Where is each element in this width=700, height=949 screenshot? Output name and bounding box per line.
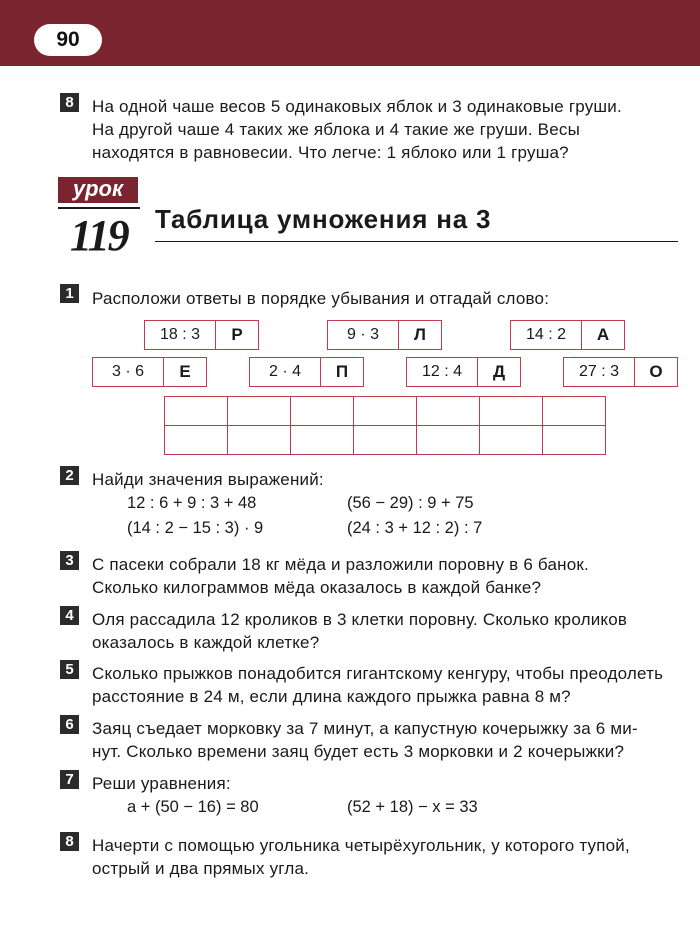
page-number: 90 xyxy=(34,24,102,56)
task-number: 4 xyxy=(60,606,79,625)
card-expression: 18 : 3 xyxy=(144,320,215,350)
task-text: Найди значения выражений: xyxy=(92,470,324,489)
text-line: Оля рассадила 12 кроликов в 3 клетки поровну. Сколько кроликов xyxy=(92,610,628,629)
card-letter: Л xyxy=(398,320,442,350)
card-letter: Е xyxy=(163,357,207,387)
card-letter: О xyxy=(634,357,678,387)
text-line: острый и два прямых угла. xyxy=(92,859,310,878)
task-number: 7 xyxy=(60,770,79,789)
task-text xyxy=(92,95,622,164)
grid-cell[interactable] xyxy=(165,397,228,426)
grid-cell[interactable] xyxy=(291,426,354,455)
task-number: 6 xyxy=(60,715,79,734)
text-line: На другой чаше 4 таких же яблока и 4 такие же груши. Весы xyxy=(92,120,580,139)
text-line: Сколько килограммов мёда оказалось в каждой банке? xyxy=(92,578,542,597)
text-line: нут. Сколько времени заяц будет есть 3 морковки и 2 кочерыжки? xyxy=(92,742,625,761)
task-text xyxy=(92,717,638,763)
card-expression: 9 · 3 xyxy=(327,320,398,350)
answer-grid xyxy=(164,396,606,455)
grid-cell[interactable] xyxy=(291,397,354,426)
card-letter: А xyxy=(581,320,625,350)
grid-cell[interactable] xyxy=(354,397,417,426)
task-text: Реши уравнения: xyxy=(92,774,231,793)
grid-cell[interactable] xyxy=(543,397,606,426)
card-expression: 3 · 6 xyxy=(92,357,163,387)
page-header-bar xyxy=(0,0,700,66)
task-number: 8 xyxy=(60,832,79,851)
card-letter: П xyxy=(320,357,364,387)
card-expression: 12 : 4 xyxy=(406,357,477,387)
text-line: Начерти с помощью угольника четырёхугольник, у которого тупой, xyxy=(92,836,630,855)
answer-card xyxy=(249,357,364,387)
grid-row xyxy=(165,426,606,455)
text-line: Заяц съедает морковку за 7 минут, а капустную кочерыжку за 6 ми- xyxy=(92,719,638,738)
text-line: оказалось в каждой клетке? xyxy=(92,633,320,652)
grid-row xyxy=(165,397,606,426)
grid-cell[interactable] xyxy=(417,426,480,455)
task-number: 5 xyxy=(60,660,79,679)
grid-cell[interactable] xyxy=(480,397,543,426)
lesson-title: Таблица умножения на 3 xyxy=(155,204,492,234)
equation: a + (50 − 16) = 80 xyxy=(127,798,259,816)
card-expression: 14 : 2 xyxy=(510,320,581,350)
task-text xyxy=(92,834,630,880)
answer-card xyxy=(563,357,678,387)
answer-card xyxy=(92,357,207,387)
task-text xyxy=(92,608,627,654)
grid-cell[interactable] xyxy=(165,426,228,455)
expression: (24 : 3 + 12 : 2) : 7 xyxy=(347,519,483,537)
card-expression: 2 · 4 xyxy=(249,357,320,387)
task-number: 3 xyxy=(60,551,79,570)
answer-card xyxy=(406,357,521,387)
card-letter: Д xyxy=(477,357,521,387)
expression: (56 − 29) : 9 + 75 xyxy=(347,494,474,512)
text-line: С пасеки собрали 18 кг мёда и разложили поровну в 6 банок. xyxy=(92,555,589,574)
expression: 12 : 6 + 9 : 3 + 48 xyxy=(127,494,257,512)
lesson-badge: урок xyxy=(58,177,138,203)
task-text xyxy=(92,553,589,599)
task-number: 8 xyxy=(60,93,79,112)
grid-cell[interactable] xyxy=(228,397,291,426)
task-number: 2 xyxy=(60,466,79,485)
task-text xyxy=(92,662,663,708)
answer-card xyxy=(327,320,442,350)
grid-cell[interactable] xyxy=(228,426,291,455)
equation: (52 + 18) − x = 33 xyxy=(347,798,478,816)
lesson-number: 119 xyxy=(70,211,128,260)
grid-cell[interactable] xyxy=(480,426,543,455)
text-line: Сколько прыжков понадобится гигантскому кенгуру, чтобы преодолеть xyxy=(92,664,664,683)
card-expression: 27 : 3 xyxy=(563,357,634,387)
task-number: 1 xyxy=(60,284,79,303)
grid-cell[interactable] xyxy=(543,426,606,455)
answer-card xyxy=(510,320,625,350)
lesson-divider xyxy=(58,207,140,209)
text-line: находятся в равновесии. Что легче: 1 яблоко или 1 груша? xyxy=(92,143,569,162)
grid-cell[interactable] xyxy=(417,397,480,426)
text-line: расстояние в 24 м, если длина каждого прыжка равна 8 м? xyxy=(92,687,571,706)
text-line: На одной чаше весов 5 одинаковых яблок и 3 одинаковые груши. xyxy=(92,97,622,116)
answer-card xyxy=(144,320,259,350)
task-text: Расположи ответы в порядке убывания и отгадай слово: xyxy=(92,289,550,308)
card-letter: Р xyxy=(215,320,259,350)
title-underline xyxy=(155,241,678,242)
grid-cell[interactable] xyxy=(354,426,417,455)
expression: (14 : 2 − 15 : 3) · 9 xyxy=(127,519,264,537)
